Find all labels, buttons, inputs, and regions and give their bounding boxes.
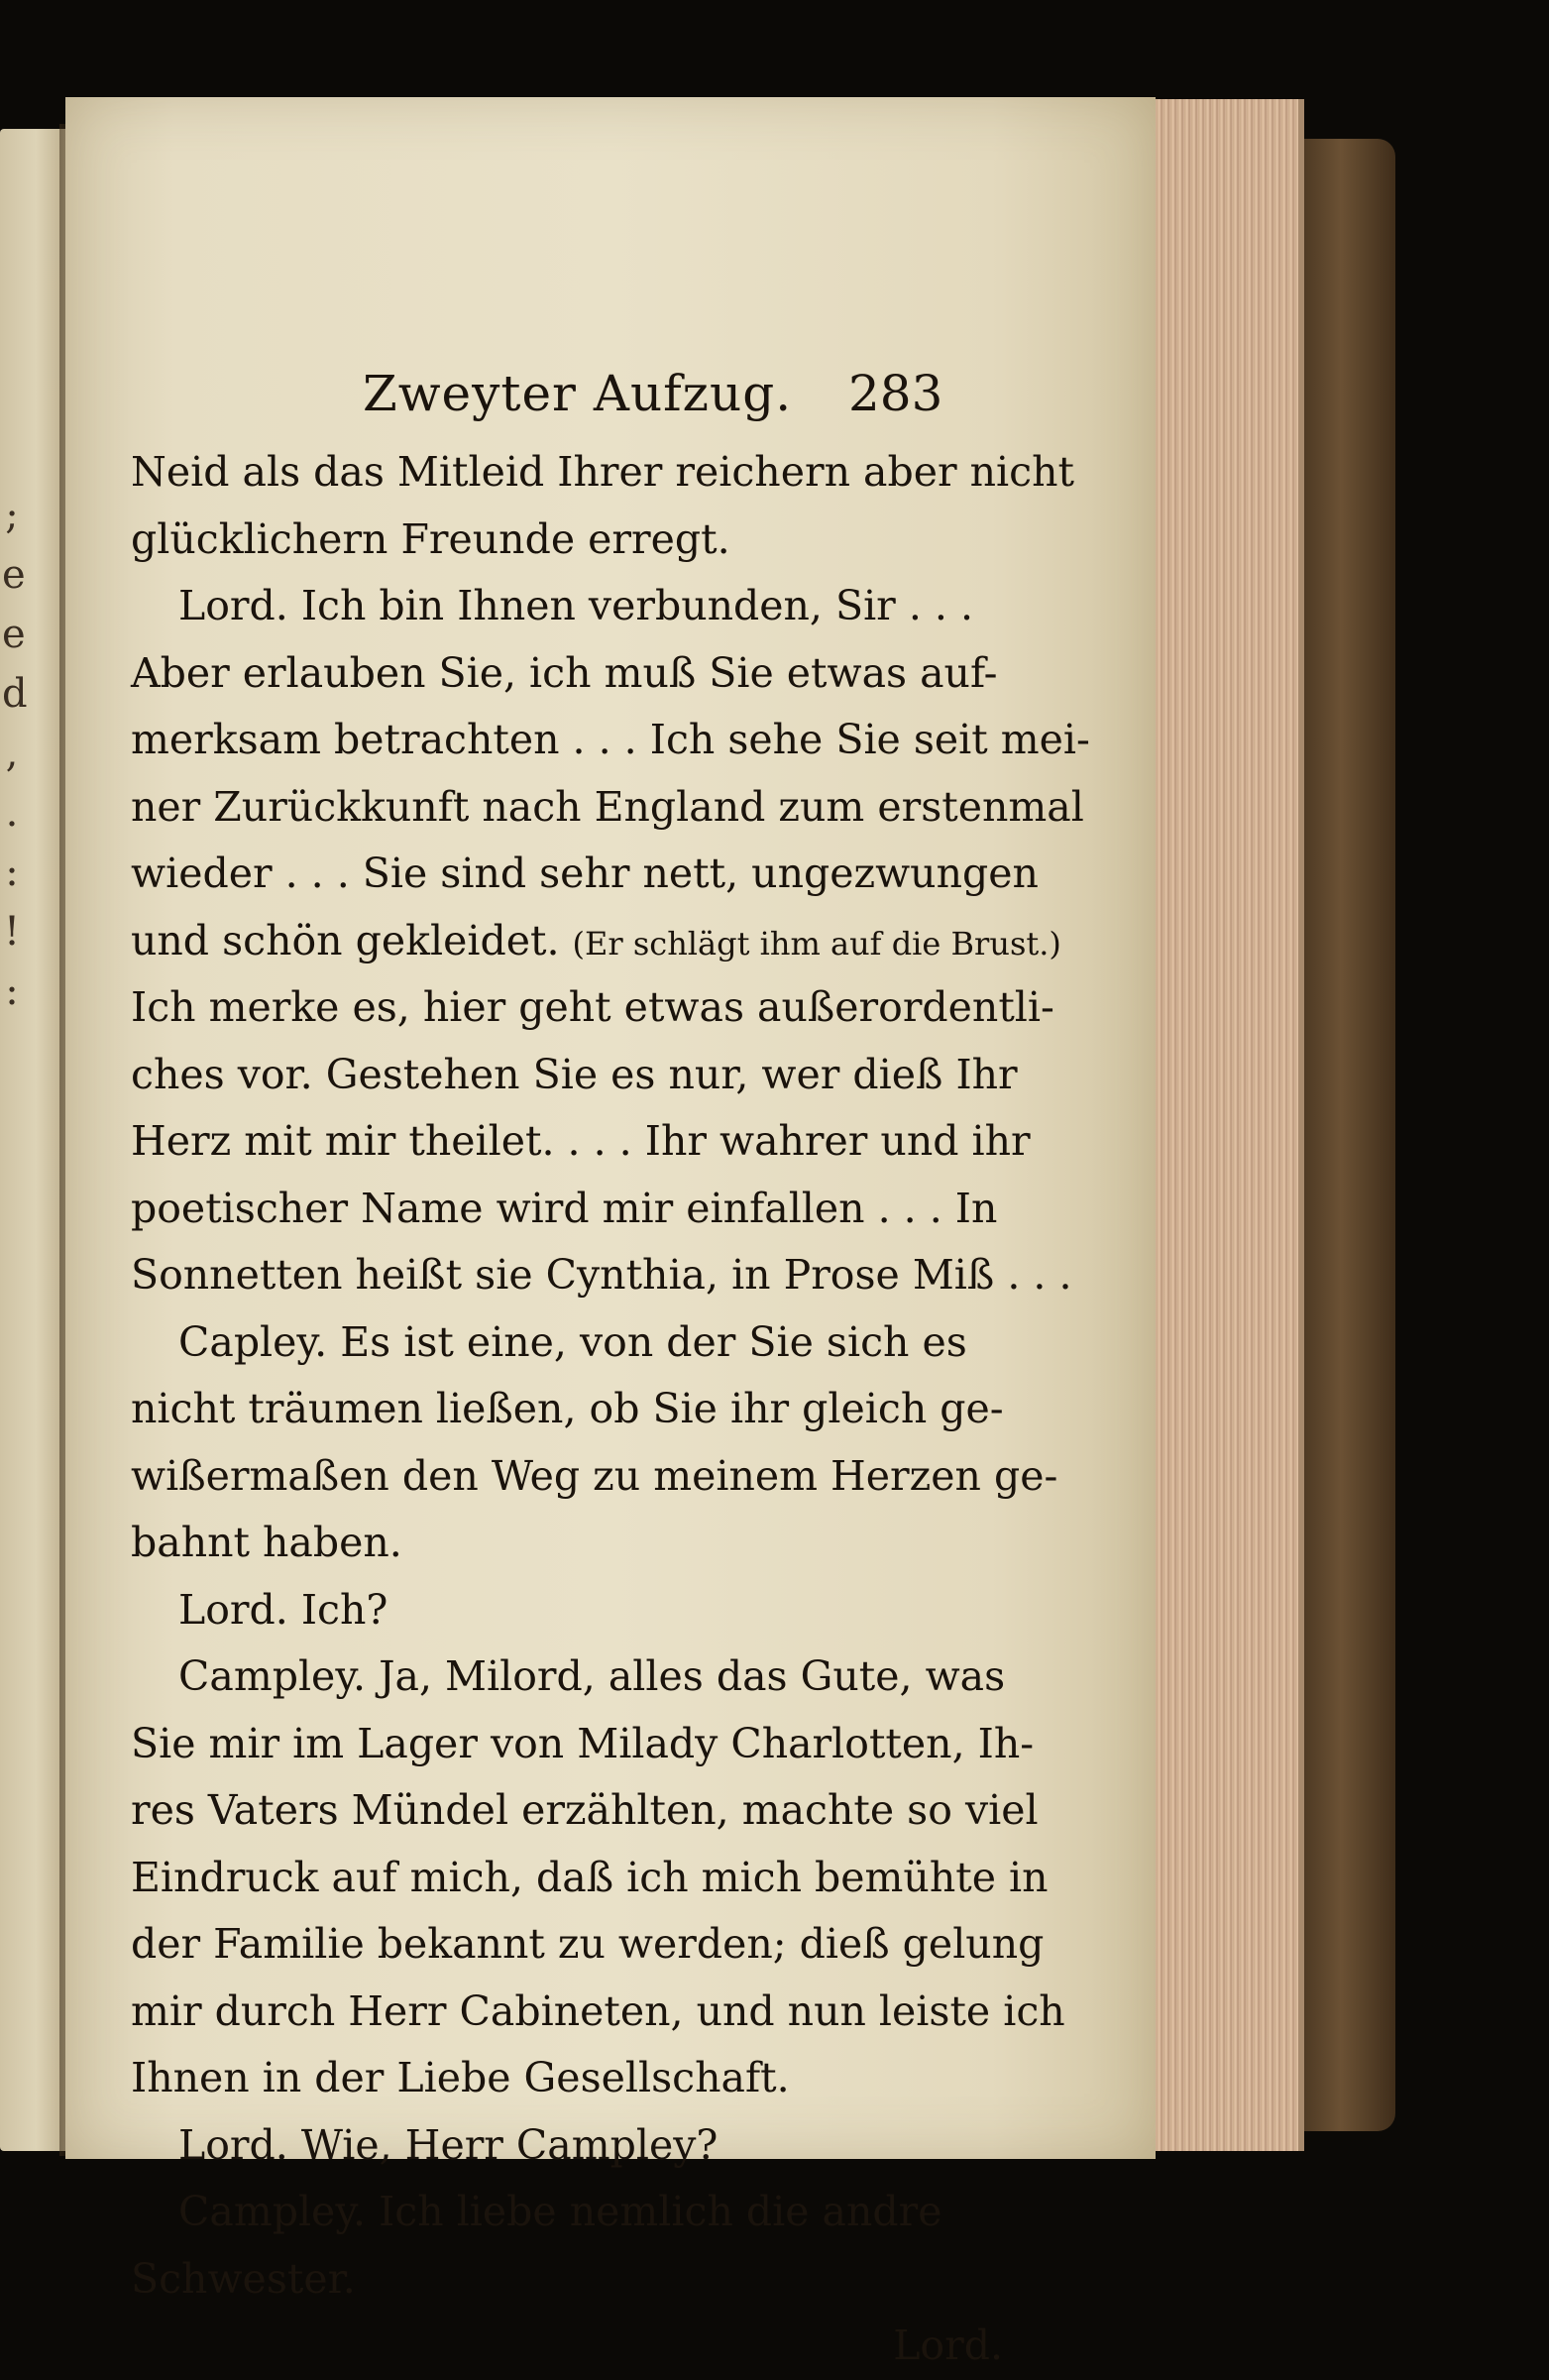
book-cover: [1304, 139, 1395, 2131]
text-line: Campley. Ja, Milord, alles das Gute, was: [178, 1652, 1006, 1700]
text-line: mir durch Herr Cabineten, und nun leiste ich: [131, 1986, 1065, 2035]
text-line: wieder . . . Sie sind sehr nett, ungezwungen: [131, 850, 1039, 897]
fragment: d: [2, 671, 28, 717]
fragment: e: [2, 552, 26, 598]
text-line: Sie mir im Lager von Milady Charlotten, Ih-: [131, 1719, 1035, 1767]
text-line: Eindruck auf mich, daß ich mich bemühte in: [131, 1853, 1049, 1901]
text-line: glücklichern Freunde erregt.: [131, 514, 730, 563]
text-line: merksam betrachten . . . Ich sehe Sie seit mei-: [131, 716, 1090, 763]
text-line: Lord. Ich?: [178, 1585, 388, 1634]
text-line: Capley. Es ist eine, von der Sie sich es: [178, 1317, 967, 1366]
text-line: der Familie bekannt zu werden; dieß gelung: [131, 1920, 1045, 1968]
text-line: [131, 908, 1061, 975]
previous-page-fragments: [2, 486, 28, 1021]
previous-page-edge: [0, 129, 65, 2151]
text-segment: und schön gekleidet.: [131, 916, 560, 964]
text-line: Ich merke es, hier geht etwas außerordentli-: [131, 983, 1054, 1031]
fragment: ,: [5, 731, 19, 776]
stage-direction: (Er schlägt ihm auf die Brust.): [572, 924, 1061, 963]
fragment: .: [5, 790, 19, 836]
text-line: poetischer Name wird mir einfallen . . . In: [131, 1184, 998, 1232]
page-number: 283: [848, 365, 943, 422]
text-line: bahnt haben.: [131, 1519, 402, 1566]
text-line: Herz mit mir theilet. . . . Ihr wahrer und ihr: [131, 1117, 1031, 1165]
text-line: Lord. Wie, Herr Campley?: [178, 2120, 719, 2169]
text-line: nicht träumen ließen, ob Sie ihr gleich ge-: [131, 1385, 1004, 1432]
catchword: Lord.: [893, 2322, 1003, 2369]
fragment: e: [2, 612, 26, 657]
text-line: Ihnen in der Liebe Gesellschaft.: [131, 2054, 790, 2101]
page-header: [65, 365, 1156, 444]
fragment: ;: [5, 493, 19, 538]
text-line: Aber erlauben Sie, ich muß Sie etwas auf-: [131, 648, 998, 697]
text-line: Campley. Ich liebe nemlich die andre: [178, 2188, 942, 2235]
text-line: wißermaßen den Weg zu meinem Herzen ge-: [131, 1451, 1058, 1500]
text-line: Neid als das Mitleid Ihrer reichern aber nicht: [131, 448, 1074, 496]
text-line: Sonnetten heißt sie Cynthia, in Prose Miß . . .: [131, 1251, 1072, 1299]
text-line: res Vaters Mündel erzählten, machte so viel: [131, 1786, 1039, 1834]
fragment: :: [5, 968, 19, 1014]
running-title: Zweyter Aufzug.: [363, 365, 793, 422]
body-text: [131, 439, 1090, 2380]
text-line: ner Zurückkunft nach England zum erstenmal: [131, 782, 1084, 831]
text-line: Schwester.: [131, 2254, 356, 2303]
fragment: :: [5, 850, 19, 895]
book-page: [65, 97, 1156, 2369]
fragment: !: [3, 909, 21, 955]
text-line: Lord. Ich bin Ihnen verbunden, Sir . . .: [178, 582, 973, 629]
text-line: ches vor. Gestehen Sie es nur, wer dieß Ihr: [131, 1050, 1018, 1098]
page-edges: [1150, 99, 1304, 2151]
